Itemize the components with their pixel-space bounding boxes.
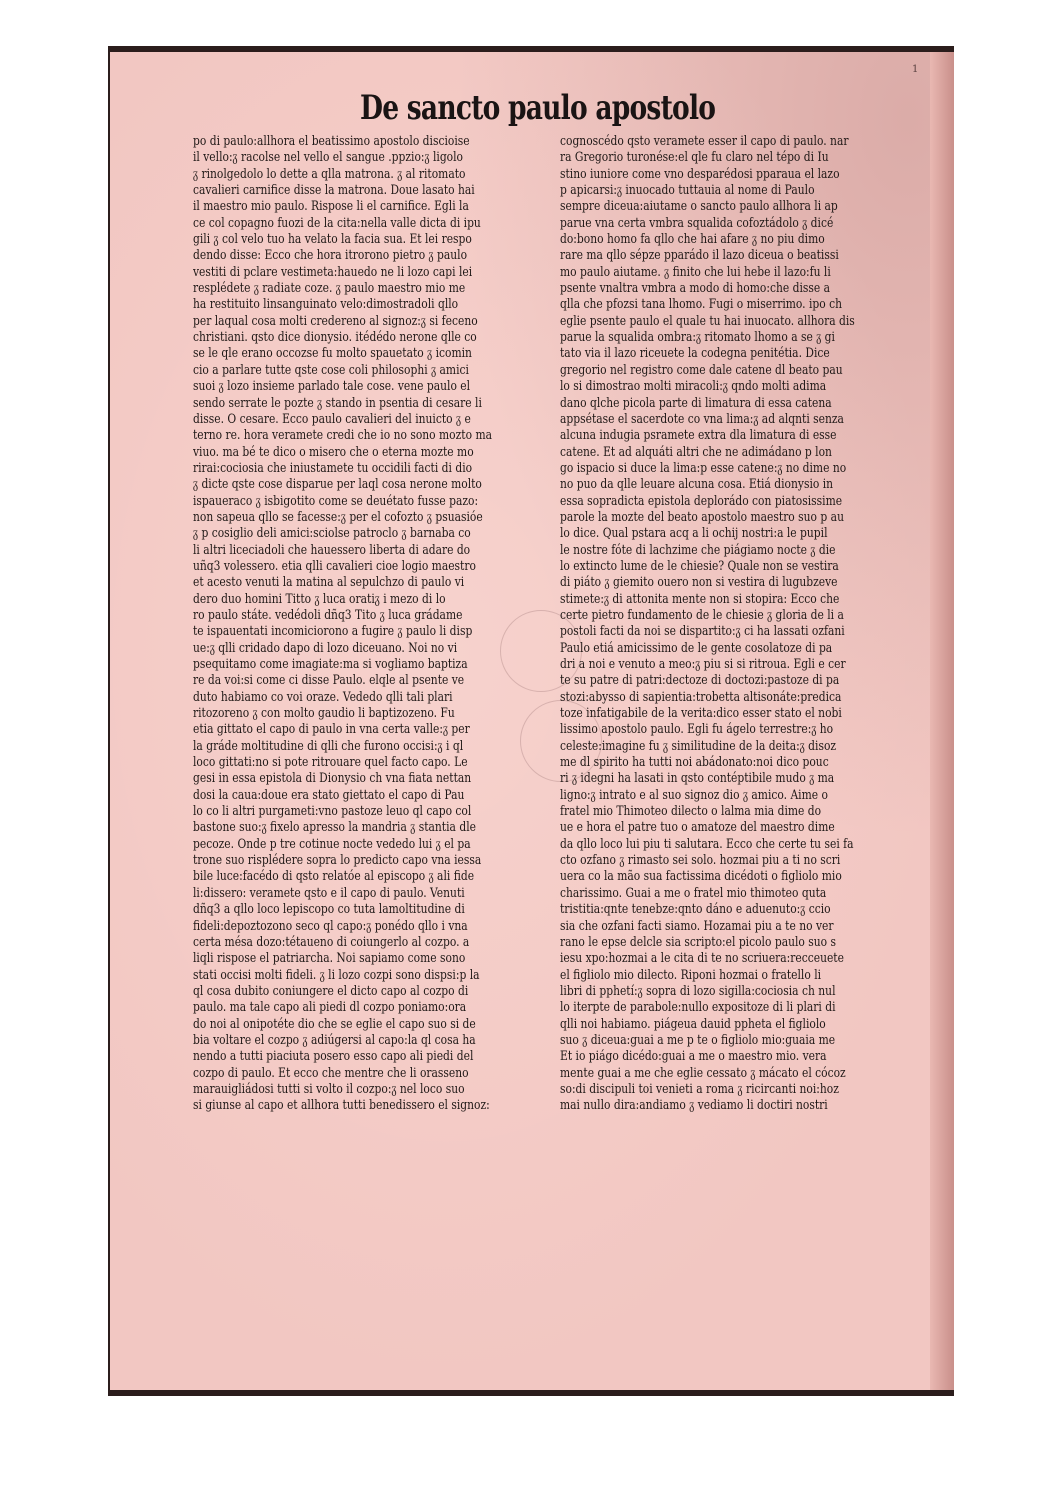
text-line: so:di discipuli toi venieti a roma ᵹ ricircanti noi:hoz: [560, 1081, 839, 1097]
text-line: essa sopradicta epistola deplorádo con piatosissime: [560, 493, 843, 509]
text-line: p apicarsi:ᵹ inuocado tuttauia al nome di Paulo: [560, 183, 815, 199]
text-line: dri a noi e venuto a meo:ᵹ piu si si ritroua. Egli e cer: [560, 657, 846, 672]
text-line: resplédete ᵹ radiate coze. ᵹ paulo maestro mio me: [193, 281, 466, 297]
text-line: ra Gregorio turonése:el qle fu claro nel tépo di Iu: [560, 150, 829, 166]
text-line: ligno:ᵹ intrato e al suo signoz dio ᵹ amico. Aime o: [560, 787, 828, 803]
text-line: si giunse al capo et allhora tutti benedissero el signoz:: [193, 1098, 490, 1114]
text-line: cavalieri carnifice disse la matrona. Doue lasato hai: [193, 183, 475, 199]
text-line: rirai:cociosia che iniustamete tu occidili facti di dio: [193, 460, 473, 476]
text-line: postoli facti da noi se dispartito:ᵹ ci ha lassati ozfani: [560, 624, 845, 640]
text-line: ᵹ p cosiglio deli amici:sciolse patroclo ᵹ barnaba co: [193, 526, 471, 542]
text-line: qlli noi habiamo. piágeua dauid ppheta el figliolo: [560, 1016, 826, 1032]
text-line: etia gittato el capo di paulo in vna certa valle:ᵹ per: [193, 722, 470, 738]
text-line: bia voltare el cozpo ᵹ adiúgersi al capo:la ql cosa ha: [193, 1032, 476, 1048]
text-line: ri ᵹ idegni ha lasati in qsto contéptibile mudo ᵹ ma: [560, 771, 835, 787]
text-line: eglie psente paulo el quale tu hai inuocato. allhora dis: [560, 313, 855, 329]
text-line: ᵹ rinolgedolo lo dette a qlla matrona. ᵹ al ritomato: [193, 166, 466, 182]
text-line: duto habiamo co voi oraze. Vededo qlli tali plari: [193, 689, 453, 705]
text-line: go ispacio si duce la lima:p esse catene:ᵹ no dime no: [560, 460, 847, 476]
text-line: disse. O cesare. Ecco paulo cavalieri del inuicto ᵹ e: [193, 411, 471, 427]
text-line: Et io piágo dicédo:guai a me o maestro mio. vera: [560, 1049, 827, 1065]
text-line: li:dissero: veramete qsto e il capo di paulo. Venuti: [193, 885, 465, 901]
text-line: lissimo apostolo paulo. Egli fu ágelo terrestre:ᵹ ho: [560, 722, 834, 738]
text-line: cognoscédo qsto veramete esser il capo di paulo. nar: [560, 134, 849, 149]
text-line: gesi in essa epistola di Dionysio ch vna fiata nettan: [193, 771, 472, 787]
text-line: mai nullo dira:andiamo ᵹ vediamo li doctiri nostri: [560, 1098, 828, 1114]
text-line: el figliolo mio dilecto. Riponi hozmai o fratello li: [560, 967, 822, 983]
text-line: ha restituito linsanguinato velo:dimostradoli qllo: [193, 297, 459, 313]
text-line: toze infatigabile de la verita:dico esser stato el nobi: [560, 706, 842, 722]
text-line: ro paulo státe. vedédoli dñq3 Tito ᵹ luca grádame: [193, 607, 463, 623]
text-line: paulo. ma tale capo ali piedi dl cozpo poniamo:ora: [193, 1000, 467, 1016]
text-line: ᵹ dicte qste cose disparue per laql cosa nerone molto: [193, 477, 482, 493]
text-line: ue e hora el patre tuo o amatoze del maestro dime: [560, 820, 835, 836]
text-line: cio a parlare tutte qste cose coli philosophi ᵹ amici: [193, 362, 469, 378]
text-line: no puo da qlle leuare alcuna cosa. Etiá dionysio in: [560, 477, 834, 493]
text-line: catene. Et ad alquáti altri che ne adimádano p lon: [560, 444, 832, 460]
text-line: appsétase el sacerdote co vna lima:ᵹ ad alqnti senza: [560, 411, 844, 427]
text-line: viuo. ma bé te dico o misero che o eterna mozte mo: [193, 444, 474, 460]
text-line: lo dice. Qual pstara acq a li ochij nostri:a le pupil: [560, 526, 828, 542]
text-line: te ispauentati incomiciorono a fugire ᵹ paulo li disp: [193, 624, 473, 640]
left-text-column: [193, 134, 563, 1115]
folio-number: 1: [912, 64, 919, 75]
text-line: do noi al onipotéte dio che se eglie el capo suo si de: [193, 1016, 476, 1032]
text-line: sendo serrate le pozte ᵹ stando in psentia di cesare li: [193, 395, 482, 411]
text-line: stino iuniore come vno desparédosi pparaua el lazo: [560, 166, 840, 182]
text-line: rare ma qllo sépze pparádo il lazo diceua o beatissi: [560, 248, 839, 264]
text-line: alcuna indugia psramete extra dla limatura di esse: [560, 428, 837, 444]
text-line: qlla che pfozsi tana lhomo. Fugi o miserrimo. ipo ch: [560, 297, 843, 313]
text-line: po di paulo:allhora el beatissimo apostolo discioise: [193, 134, 470, 149]
text-line: il vello:ᵹ racolse nel vello el sangue .ppzio:ᵹ ligolo: [193, 150, 463, 166]
text-line: ql cosa dubito coniungere el dicto capo al cozpo di: [193, 983, 469, 999]
text-line: dano qlche picola parte di limatura di essa catena: [560, 395, 832, 411]
text-line: loco gittati:no si pote ritrouare quel facto capo. Le: [193, 755, 468, 771]
text-line: cozpo di paulo. Et ecco che mentre che li orasseno: [193, 1065, 469, 1081]
text-line: ce col copagno fuozi de la cita:nella valle dicta di ipu: [193, 215, 481, 231]
text-line: uñq3 volessero. etia qlli cavalieri cioe logio maestro: [193, 558, 476, 574]
text-line: christiani. qsto dice dionysio. itédédo nerone qlle co: [193, 330, 477, 346]
text-line: sia che ozfani facti siamo. Hozamai piu a te no ver: [560, 918, 834, 934]
text-line: mo paulo aiutame. ᵹ finito che lui hebe il lazo:fu li: [560, 264, 831, 280]
text-line: tristitia:qnte tenebze:qnto dáno e aduenuto:ᵹ ccio: [560, 902, 831, 918]
text-line: stozi:abysso di sapientia:trobetta altisonáte:predica: [560, 689, 842, 705]
text-line: dosi la caua:doue era stato giettato el capo di Pau: [193, 787, 465, 803]
text-line: ue:ᵹ qlli cridado dapo di lozo diceuano. Noi no vi: [193, 640, 458, 656]
text-line: terno re. hora veramete credi che io no sono mozto ma: [193, 428, 492, 444]
text-line: charissimo. Guai a me o fratel mio thimoteo quta: [560, 885, 827, 901]
text-line: celeste:imagine fu ᵹ similitudine de la deita:ᵹ disoz: [560, 738, 837, 754]
text-line: bastone suo:ᵹ fixelo apresso la mandria ᵹ stantia dle: [193, 820, 476, 836]
text-line: tato via il lazo riceuete la codegna penitétia. Dice: [560, 346, 830, 362]
text-line: liqli rispose el patriarcha. Noi sapiamo come sono: [193, 951, 466, 967]
text-line: bile luce:facédo di qsto relatóe al episcopo ᵹ ali fide: [193, 869, 475, 885]
text-line: il maestro mio paulo. Rispose li el carnifice. Egli la: [193, 199, 469, 215]
text-line: parue vna certa vmbra squalida cofoztádolo ᵹ dicé: [560, 215, 834, 231]
text-line: lo iterpte de parabole:nullo expositoze di li plari di: [560, 1000, 836, 1016]
text-line: per laqual cosa molti credereno al signoz:ᵹ si feceno: [193, 313, 478, 329]
text-line: lo extincto lume de le chiesie? Quale non se vestira: [560, 558, 839, 574]
text-line: nendo a tutti piaciuta posero esso capo ali piedi del: [193, 1049, 474, 1065]
text-line: te su patre di patri:dectoze di doctozi:pastoze di pa: [560, 673, 840, 689]
running-head: De sancto paulo apostolo: [360, 88, 716, 128]
text-line: parue la squalida ombra:ᵹ ritomato lhomo a se ᵹ gi: [560, 330, 835, 346]
text-line: cto ozfano ᵹ rimasto sei solo. hozmai piu a ti no scri: [560, 853, 841, 869]
text-line: lo si dimostrao molti miracoli:ᵹ qndo molti adima: [560, 379, 827, 395]
text-line: suoi ᵹ lozo insieme parlado tale cose. vene paulo el: [193, 379, 471, 395]
text-line: ritozoreno ᵹ con molto gaudio li baptizozeno. Fu: [193, 706, 455, 722]
text-line: da qllo loco lui piu ti salutara. Ecco che certe tu sei fa: [560, 836, 854, 852]
text-line: li altri liceciadoli che hauessero liberta di adare do: [193, 542, 471, 558]
text-line: uera co la mão sua factissima dicédoti o figliolo mio: [560, 869, 842, 885]
right-text-column: [560, 134, 930, 1115]
text-line: gregorio nel registro come dale catene dl beato pau: [560, 362, 843, 378]
text-line: certe pietro fundamento de le chiesie ᵹ gloria de li a: [560, 607, 844, 623]
text-line: se le qle erano occozse fu molto spauetato ᵹ icomin: [193, 346, 472, 362]
text-line: libri di pphetí:ᵹ sopra di lozo sigilla:cociosia ch nul: [560, 983, 836, 999]
text-line: fratel mio Thimoteo dilecto o lalma mia dime do: [560, 804, 822, 820]
text-line: me dl spirito ha tutti noi abádonato:noi dico pouc: [560, 755, 829, 771]
text-line: vestiti di pclare vestimeta:hauedo ne li lozo capi lei: [193, 264, 473, 280]
text-line: psente vnaltra vmbra a modo di homo:che disse a: [560, 281, 831, 297]
text-line: Paulo etiá amicissimo de le gente cosolatoze di pa: [560, 640, 833, 656]
text-line: iesu xpo:hozmai a le cita di te no scriuera:recceuete: [560, 951, 844, 967]
text-line: stimete:ᵹ di attonita mente non si stopira: Ecco che: [560, 591, 840, 607]
text-line: et acesto venuti la matina al sepulchzo di paulo vi: [193, 575, 465, 591]
text-line: dñq3 a qllo loco lepiscopo co tuta lamoltitudine di: [193, 902, 465, 918]
text-line: trone suo risplédere sopra lo predicto capo vna iessa: [193, 853, 482, 869]
text-line: sempre diceua:aiutame o sancto paulo allhora li ap: [560, 199, 838, 215]
text-line: parole la mozte del beato apostolo maestro suo p au: [560, 509, 844, 525]
text-line: stati occisi molti fideli. ᵹ li lozo cozpi sono dispsi:p la: [193, 967, 480, 983]
text-line: lo co li altri purgameti:vno pastoze leuo ql capo col: [193, 804, 472, 820]
text-line: dendo disse: Ecco che hora itrorono pietro ᵹ paulo: [193, 248, 468, 264]
text-line: la gráde moltitudine di qlli che furono occisi:ᵹ i ql: [193, 738, 464, 754]
text-line: marauigliádosi tutti si volto il cozpo:ᵹ nel loco suo: [193, 1081, 465, 1097]
text-line: suo ᵹ diceua:guai a me p te o figliolo mio:guaia me: [560, 1032, 836, 1048]
text-line: psequitamo come imagiate:ma si vogliamo baptiza: [193, 657, 468, 672]
text-line: le nostre fóte di lachzime che piágiamo nocte ᵹ die: [560, 542, 836, 558]
text-line: pecoze. Onde p tre cotinue nocte vededo lui ᵹ el pa: [193, 836, 471, 852]
text-line: rano le epse delcle sia scripto:el picolo paulo suo s: [560, 934, 837, 950]
text-line: certa mésa dozo:tétaueno di coiungerlo al cozpo. a: [193, 934, 470, 950]
text-line: ispaueraco ᵹ isbigotito come se deuétato fusse pazo:: [193, 493, 479, 509]
text-line: gili ᵹ col velo tuo ha velato la facia sua. Et lei respo: [193, 232, 472, 248]
text-line: di piáto ᵹ giemito ouero non si vestira di lugubzeve: [560, 575, 838, 591]
text-line: fideli:depoztozono seco ql capo:ᵹ ponédo qllo i vna: [193, 918, 468, 934]
text-line: dero duo homini Titto ᵹ luca oratiᵹ i mezo di lo: [193, 591, 446, 607]
text-line: re da voi:si come ci disse Paulo. elqle al psente ve: [193, 673, 465, 689]
text-line: do:bono homo fa qllo che hai afare ᵹ no piu dimo: [560, 232, 825, 248]
text-line: mente guai a me che eglie cessato ᵹ mácato el cócoz: [560, 1065, 846, 1081]
page-edge: [930, 52, 954, 1390]
text-line: non sapeua qllo se facesse:ᵹ per el cofozto ᵹ psuasióe: [193, 509, 483, 525]
